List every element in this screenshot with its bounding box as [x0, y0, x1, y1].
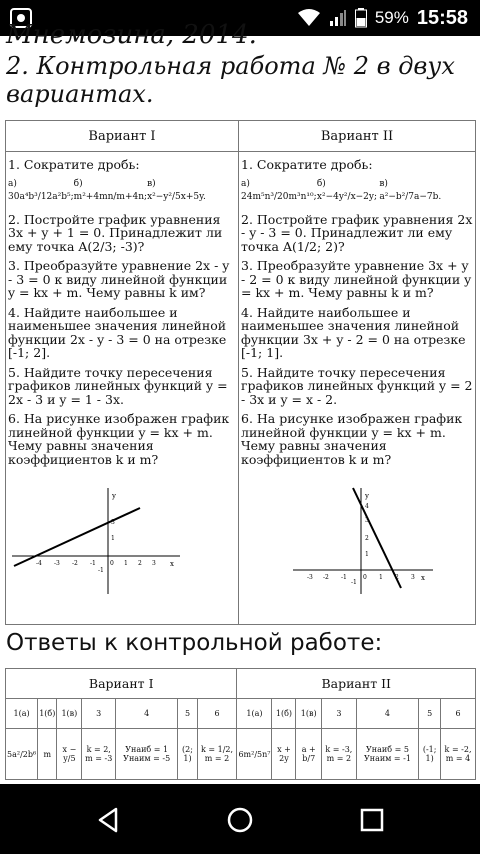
answers-col-header: 5	[178, 699, 197, 729]
test-table	[5, 120, 476, 625]
answers-col-header: 1(б)	[38, 699, 57, 729]
document-view[interactable]	[0, 20, 480, 784]
answers-col-header: 4	[115, 699, 177, 729]
answers-col-header: 1(а)	[6, 699, 38, 729]
answers-col-header: 1(б)	[272, 699, 296, 729]
answer-cell: k = 1/2, m = 2	[197, 729, 237, 780]
answer-cell: a + b/7	[296, 729, 322, 780]
v1-q5: 5. Найдите точку пересечения графиков линейных функций y = 2x - 3 и y = 1 - 3x.	[8, 364, 228, 407]
v1-tick-x: 2	[138, 560, 142, 567]
answers-title: Ответы к контрольной работе:	[6, 630, 383, 656]
answers-col-header: 6	[197, 699, 237, 729]
v1-tick-y: 1	[111, 535, 115, 542]
v2-tick-y: -1	[351, 579, 357, 586]
variant1-title: Вариант I	[6, 121, 239, 152]
answer-cell: (-1; 1)	[419, 729, 441, 780]
v1-tick-x: 1	[124, 560, 128, 567]
v2-graph	[293, 486, 443, 596]
signal-icon	[329, 9, 347, 27]
v2-tick-x: 0	[363, 574, 367, 581]
v1-tick-x: 0	[110, 560, 114, 567]
v1-tick-x: 3	[152, 560, 156, 567]
recent-apps-icon[interactable]	[358, 806, 386, 834]
v1-fraction-c: в) x²−y²/5x+5y.	[147, 178, 206, 202]
v1-fractions	[8, 178, 236, 205]
v2-q6: 6. На рисунке изображен график линейной функции y = kx + m. Чему равны значения коэффициентов k и m?	[241, 411, 463, 467]
v1-tick-y: 3	[111, 519, 115, 526]
battery-icon	[355, 8, 367, 28]
v1-q2: 2. Постройте график уравнения 3x + y + 1 = 0. Принадлежит ли ему точка A(2/3; -3)?	[8, 211, 223, 254]
variant1-cell	[6, 152, 239, 625]
home-icon[interactable]	[226, 806, 254, 834]
v2-fractions	[241, 178, 473, 205]
v2-tick-x: -2	[323, 574, 329, 581]
answer-cell: m	[38, 729, 57, 780]
answer-cell: k = 2, m = -3	[82, 729, 116, 780]
v2-axis-x-label: x	[421, 574, 425, 582]
v2-tick-x: -1	[341, 574, 347, 581]
v2-tick-x: 3	[411, 574, 415, 581]
v1-tick-x: -2	[72, 560, 78, 567]
wifi-icon	[297, 9, 321, 27]
v2-tick-y: 2	[365, 535, 369, 542]
variant2-title: Вариант II	[239, 121, 476, 152]
answer-cell: Унаиб = 5 Унаим = -1	[356, 729, 418, 780]
v2-tick-y: 4	[365, 503, 369, 510]
answers-col-header: 3	[82, 699, 116, 729]
v2-q4: 4. Найдите наибольшее и наименьшее значения линейной функции 3x + y - 2 = 0 на отрезке [-1; 1].	[241, 304, 466, 360]
variant2-cell	[239, 152, 476, 625]
v2-tick-x: -3	[307, 574, 313, 581]
answers-table	[5, 668, 476, 780]
v2-q3: 3. Преобразуйте уравнение 3x + y - 2 = 0 к виду линейной функции y = kx + m. Чему равны k и m?	[241, 258, 472, 300]
answers-col-header: 5	[419, 699, 441, 729]
v1-axis-y-label: y	[112, 492, 116, 500]
section-heading: 2. Контрольная работа № 2 в двух вариантах.	[6, 52, 455, 108]
answer-cell: k = -3, m = 2	[321, 729, 356, 780]
answer-cell: x − y/5	[57, 729, 82, 780]
v1-tick-x: -1	[90, 560, 96, 567]
v2-tick-y: 1	[365, 551, 369, 558]
v2-fraction-a: а) 24m⁵n³/20m³n¹⁰;	[241, 178, 317, 202]
navigation-bar	[0, 784, 480, 854]
v1-fraction-a: а) 30a⁴b³/12a²b⁵;	[8, 178, 74, 202]
cut-off-line: Мнемозина, 2014.	[6, 20, 257, 50]
answer-cell: 6m²/5n⁷	[237, 729, 272, 780]
v2-fraction-b: б) x²−4y²/x−2y;	[316, 178, 378, 202]
answers-col-header: 4	[356, 699, 418, 729]
battery-level: 59%	[374, 8, 409, 27]
answer-cell: (2; 1)	[178, 729, 197, 780]
v1-tick-x: -3	[54, 560, 60, 567]
v2-q1: 1. Сократите дробь:	[241, 157, 373, 172]
answer-cell: x + 2y	[272, 729, 296, 780]
answers-v2-title: Вариант II	[237, 669, 476, 699]
v1-tick-y: -1	[98, 567, 104, 574]
v2-q2: 2. Постройте график уравнения 2x - y - 3 = 0. Принадлежит ли ему точка A(1/2; 2)?	[241, 211, 473, 254]
v1-axis-x-label: x	[170, 560, 174, 568]
v1-tick-x: -4	[36, 560, 42, 567]
v2-tick-x: 2	[395, 574, 399, 581]
answers-col-header: 6	[441, 699, 476, 729]
answers-col-header: 1(в)	[57, 699, 82, 729]
answer-cell: k = -2, m = 4	[441, 729, 476, 780]
v1-q1: 1. Сократите дробь:	[8, 157, 140, 172]
v1-q4: 4. Найдите наибольшее и наименьшее значения линейной функции 2x - y - 3 = 0 на отрезке [-1; 2].	[8, 304, 227, 360]
clock: 15:58	[416, 6, 468, 29]
v1-graph	[12, 486, 182, 596]
answer-cell: 5a²/2b⁶	[6, 729, 38, 780]
v2-tick-x: 1	[379, 574, 383, 581]
v1-q6: 6. На рисунке изображен график линейной функции y = kx + m. Чему равны значения коэффициентов k и m?	[8, 411, 230, 467]
v2-fraction-c: в) a²−b²/7a−7b.	[379, 178, 442, 202]
answers-v1-title: Вариант I	[6, 669, 237, 699]
v1-q3: 3. Преобразуйте уравнение 2x - y - 3 = 0 к виду линейной функции y = kx + m. Чему равны k им?	[8, 258, 230, 300]
answers-col-header: 1(в)	[296, 699, 322, 729]
answer-cell: Унаиб = 1 Унаим = -5	[115, 729, 177, 780]
v1-fraction-b: б) m²+4mn/m+4n;	[73, 178, 148, 202]
answers-col-header: 3	[321, 699, 356, 729]
v2-tick-y: 3	[365, 517, 369, 524]
answers-col-header: 1(а)	[237, 699, 272, 729]
v2-axis-y-label: y	[365, 492, 369, 500]
back-icon[interactable]	[94, 806, 122, 834]
v2-q5: 5. Найдите точку пересечения графиков линейных функций y = 2 - 3x и y = x - 2.	[241, 364, 473, 407]
